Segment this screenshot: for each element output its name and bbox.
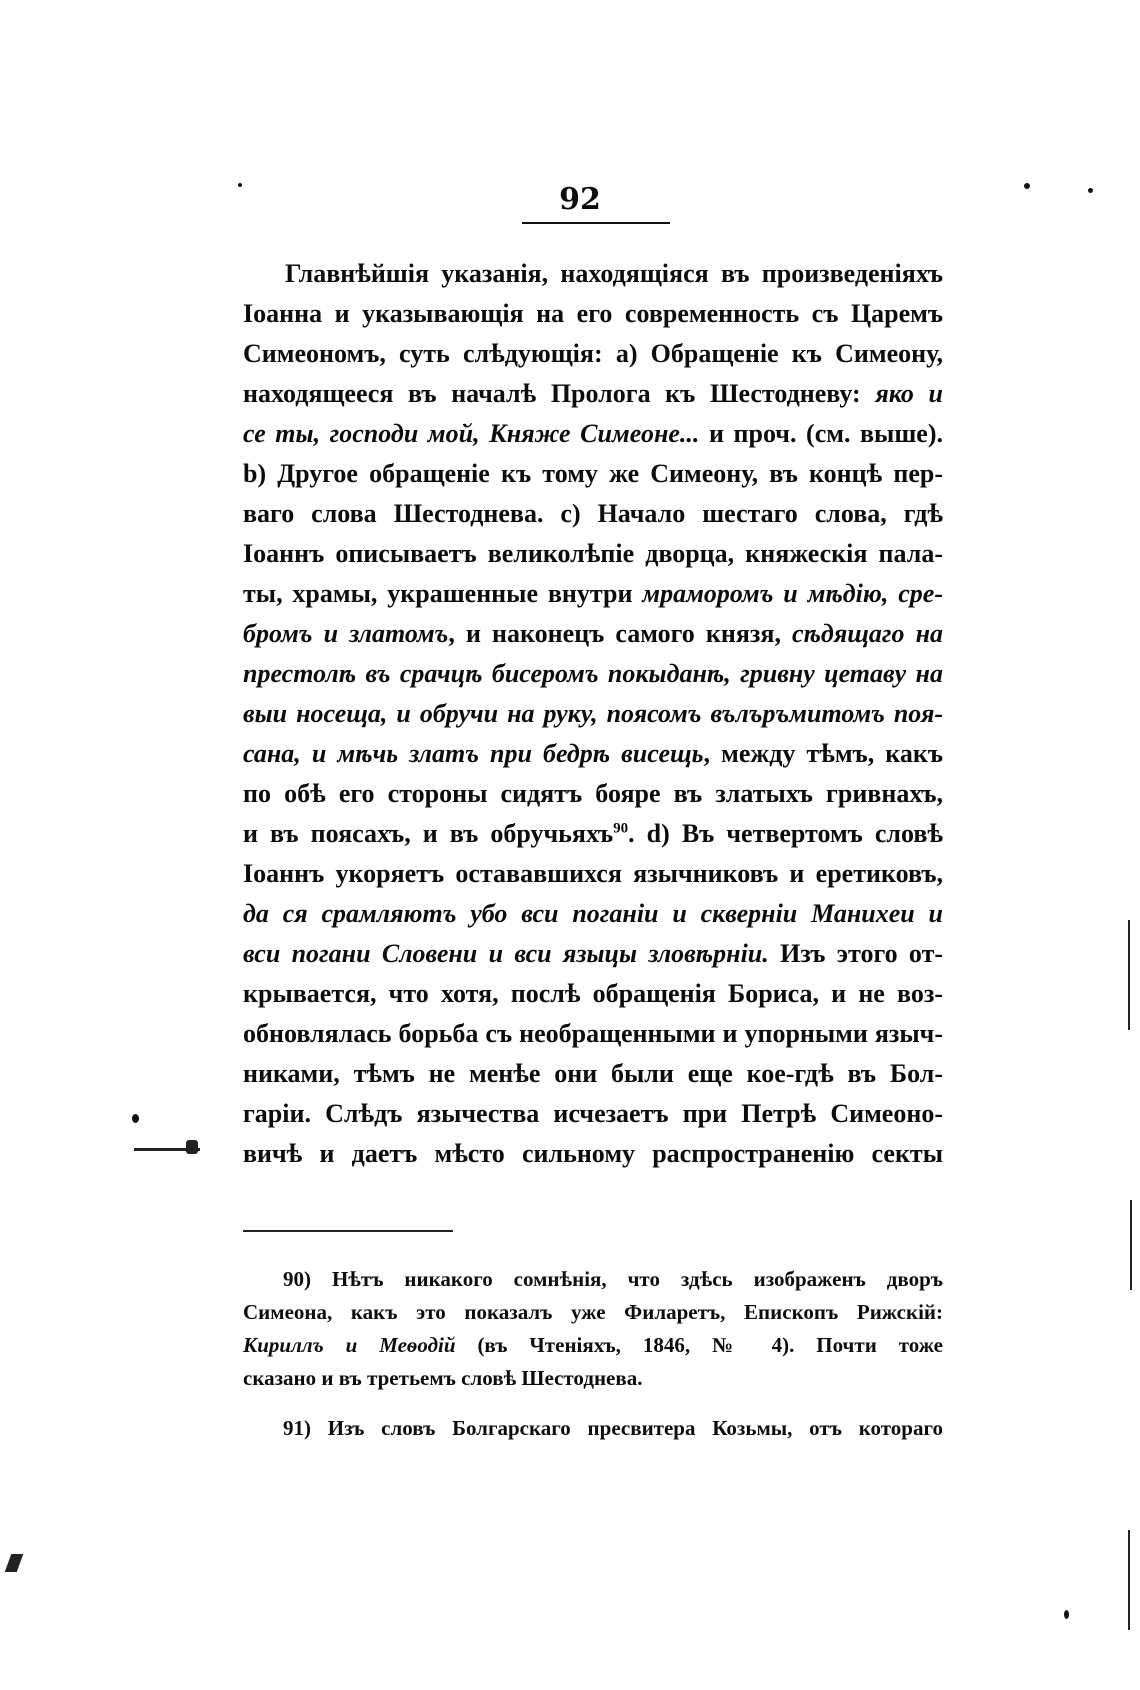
text-run: сказано и въ третьемъ словѣ Шестоднева. [243,1366,643,1390]
scan-speck [1088,188,1093,193]
italic-quote: престолѣ въ срачцѣ бисеромъ покыданѣ, гривну цетаву на [243,659,943,688]
text-run: , между тѣмъ, какъ [703,739,943,768]
text-line [243,614,943,654]
footnotes [243,1263,943,1445]
italic-quote: мраморомъ и мѣдію, сре- [642,579,943,608]
text-line [243,1014,943,1054]
text-line [243,854,943,894]
text-line [243,974,943,1014]
text-line [243,254,943,294]
text-line [243,1134,943,1174]
text-run: 90) Нѣтъ никакого сомнѣнія, что здѣсь изображенъ дворъ [283,1267,943,1291]
page-number: 92 [559,182,601,217]
text-line [243,574,943,614]
text-line [243,1094,943,1134]
page-number-underline [522,222,670,224]
scan-speck [132,1114,139,1123]
text-line [243,774,943,814]
scan-speck [238,183,242,187]
scan-speck [1024,183,1030,189]
italic-quote: выи носеща, и обручи на руку, поясомъ вълъръмитомъ поя- [243,699,943,728]
text-run: Іоанна и указывающія на его современность съ Царемъ [243,299,943,328]
italic-quote: Кириллъ и Меѳодій [243,1333,456,1357]
text-line [243,334,943,374]
scan-edge-mark [186,1140,198,1154]
text-line [243,534,943,574]
italic-quote: сана, и мѣчь златъ при бедрѣ висещь [243,739,704,768]
scan-edge-mark [5,1554,24,1572]
text-line [243,894,943,934]
italic-quote: да ся срамляютъ убо вси поганіи и скверніи Манихеи и [243,899,943,928]
text-run: гаріи. Слѣдъ язычества исчезаетъ при Петрѣ Симеоно- [243,1099,943,1128]
italic-quote: бромъ и златомъ [243,619,449,648]
text-run: b) Другое обращеніе къ тому же Симеону, въ концѣ пер- [243,459,943,488]
text-run: находящееся въ началѣ Пролога къ Шестодневу: [243,379,876,408]
text-run: , и наконецъ самого князя, [448,619,793,648]
text-run: Симеономъ, суть слѣдующія: a) Обращеніе къ Симеону, [243,339,943,368]
footnote-line [243,1263,943,1296]
text-line [243,294,943,334]
footnote-line [243,1362,943,1395]
text-run: ваго слова Шестоднева. c) Начало шестаго слова, гдѣ [243,499,943,528]
text-run: Симеона, какъ это показалъ уже Филаретъ, Епископъ Рижскій: [243,1300,943,1324]
footnote-line [243,1329,943,1362]
text-run: крывается, что хотя, послѣ обращенія Бориса, и не воз- [243,979,943,1008]
text-line [243,454,943,494]
text-line [243,494,943,534]
main-body-text [243,254,943,1174]
text-run: и въ поясахъ, и въ обручьяхъ [243,819,614,848]
text-run: Іоаннъ укоряетъ остававшихся язычниковъ и еретиковъ, [243,859,943,888]
text-line [243,734,943,774]
footnote-ref: 90 [613,820,629,837]
text-line [243,1054,943,1094]
text-line [243,934,943,974]
text-run: Изъ этого от- [768,939,944,968]
text-run: никами, тѣмъ не менѣе они были еще кое-гдѣ въ Бол- [243,1059,943,1088]
italic-quote: се ты, господи мой, Княже Симеоне... [243,419,700,448]
text-line [243,374,943,414]
text-run: (въ Чтеніяхъ, 1846, № 4). Почти тоже [455,1333,943,1357]
text-run: обновлялась борьба съ необращенными и упорными языч- [243,1019,943,1048]
text-run: по обѣ его стороны сидятъ бояре въ златыхъ гривнахъ, [243,779,943,808]
italic-quote: вси погани Словени и вси языцы зловѣрніи. [243,939,769,968]
scan-edge-mark [1128,1530,1130,1630]
text-run: и проч. (см. выше). [699,419,943,448]
text-run: вичѣ и даетъ мѣсто сильному распространенію секты [243,1139,943,1168]
text-line [243,694,943,734]
text-run: 91) Изъ словъ Болгарскаго пресвитера Козьмы, отъ котораго [283,1416,943,1440]
text-run: ты, храмы, украшенные внутри [243,579,643,608]
text-line [243,414,943,454]
text-run: Главнѣйшія указанія, находящіяся въ произведеніяхъ [285,259,943,288]
footnote-line [243,1412,943,1445]
scan-speck [1064,1610,1069,1619]
text-run: . d) Въ четвертомъ словѣ [628,819,944,848]
text-line [243,654,943,694]
italic-quote: яко и [875,379,943,408]
italic-quote: сѣдящаго на [792,619,944,648]
scan-edge-mark [1130,1200,1132,1290]
footnote-separator [243,1230,453,1232]
text-run: Іоаннъ описываетъ великолѣпіе дворца, княжескія пала- [243,539,943,568]
footnote-line [243,1296,943,1329]
scan-edge-mark [1128,920,1130,1030]
text-line [243,814,943,854]
